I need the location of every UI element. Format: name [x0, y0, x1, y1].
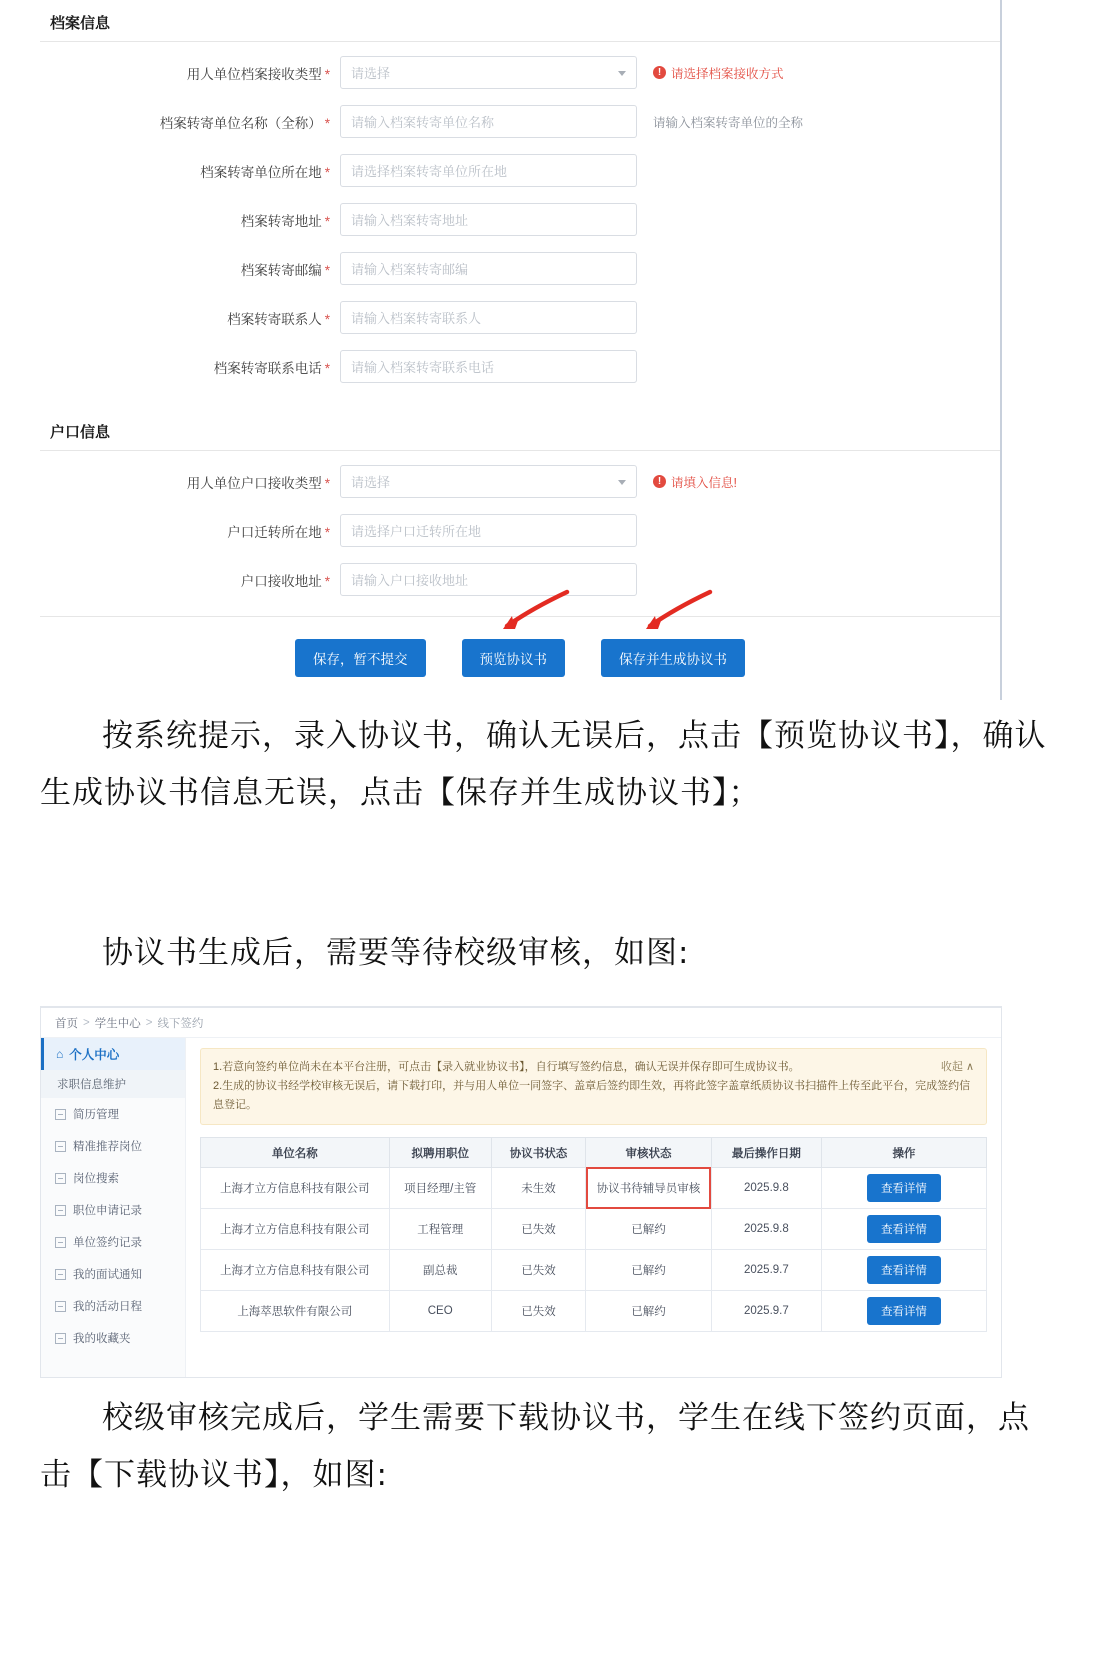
sidebar-item-label: 我的活动日程: [73, 1301, 142, 1313]
list-icon: [55, 1141, 66, 1152]
form-row: [40, 195, 1000, 244]
form-screenshot: [40, 0, 1002, 700]
placeholder-text: 请输入户口接收地址: [351, 573, 469, 588]
notice-line-2: 2.生成的协议书经学校审核无误后，请下载打印，并与用人单位一同签字、盖章后签约即生效，再将此签字盖章纸质协议书扫描件上传至此平台，完成签约信息登记。: [213, 1080, 971, 1111]
form-button-bar: [40, 616, 1000, 677]
save-and-generate-agreement-button[interactable]: 保存并生成协议书: [601, 639, 745, 677]
required-mark: *: [324, 524, 330, 540]
breadcrumb-item-offline-signing: 线下签约: [157, 1017, 204, 1030]
sidebar-item-personal-center[interactable]: [41, 1038, 185, 1070]
preview-agreement-button[interactable]: 预览协议书: [462, 639, 566, 677]
col-agreement-status: 协议书状态: [491, 1138, 585, 1168]
cell-action: [821, 1209, 986, 1250]
placeholder-text: 请选择: [351, 66, 391, 81]
view-detail-button[interactable]: 查看详情: [867, 1174, 941, 1202]
label-text: 档案转寄联系电话: [213, 360, 322, 376]
list-icon: [55, 1301, 66, 1312]
page-body: [41, 1038, 1001, 1378]
section-title-hukou: 户口信息: [50, 424, 111, 441]
error-icon: !: [653, 475, 666, 488]
archive-phone-input[interactable]: [340, 350, 637, 383]
required-mark: *: [324, 475, 330, 491]
form-row: [40, 342, 1000, 391]
label-text: 档案转寄联系人: [227, 311, 322, 327]
label-text: 档案转寄地址: [240, 213, 322, 229]
cell-action: [821, 1291, 986, 1332]
error-message: [653, 64, 784, 82]
signing-records-table: [200, 1137, 987, 1332]
required-mark: *: [324, 164, 330, 180]
cell-position: CEO: [389, 1291, 491, 1332]
divider: [40, 450, 1000, 451]
field-hint: 请输入档案转寄单位的全称: [653, 115, 804, 130]
breadcrumb-separator: >: [145, 1016, 153, 1029]
col-audit-status: 审核状态: [586, 1138, 712, 1168]
sidebar-subheader-job-info[interactable]: [41, 1070, 185, 1098]
cell-company: 上海才立方信息科技有限公司: [201, 1250, 390, 1291]
sidebar-item-label: 个人中心: [69, 1048, 120, 1062]
sidebar-item-label: 精准推荐岗位: [73, 1141, 142, 1153]
error-icon: !: [653, 66, 666, 79]
required-mark: *: [324, 115, 330, 131]
list-icon: [55, 1237, 66, 1248]
cell-position: 副总裁: [389, 1250, 491, 1291]
sidebar-item-label: 职位申请记录: [73, 1205, 142, 1217]
list-icon: [55, 1205, 66, 1216]
audit-status-text: 协议书待辅导员审核: [596, 1183, 701, 1195]
paragraph-one: [40, 708, 1060, 822]
sidebar-item-recommended-jobs[interactable]: [41, 1130, 185, 1162]
sidebar-item-label: 单位签约记录: [73, 1237, 142, 1249]
main-content: [186, 1038, 1001, 1378]
form-row: [40, 293, 1000, 342]
field-label: [40, 357, 340, 377]
sidebar-item-application-records[interactable]: [41, 1194, 185, 1226]
cell-company: 上海萃思软件有限公司: [201, 1291, 390, 1332]
archive-receive-type-select[interactable]: [340, 56, 637, 89]
breadcrumb-separator: >: [83, 1016, 90, 1029]
breadcrumb-item-home[interactable]: 首页: [55, 1017, 78, 1030]
sidebar-item-signing-records[interactable]: [41, 1226, 185, 1258]
save-draft-button[interactable]: 保存，暂不提交: [295, 639, 426, 677]
form-row: [40, 244, 1000, 293]
field-label: [40, 63, 340, 83]
required-mark: *: [324, 262, 330, 278]
home-icon: ⌂: [56, 1047, 64, 1061]
placeholder-text: 请选择档案转寄单位所在地: [351, 164, 508, 179]
cell-position: 工程管理: [389, 1209, 491, 1250]
cell-agreement-status: 已失效: [491, 1209, 585, 1250]
col-actions: 操作: [821, 1138, 986, 1168]
required-mark: *: [324, 213, 330, 229]
list-icon: [55, 1109, 66, 1120]
label-text: 档案转寄单位名称（全称）: [159, 115, 322, 131]
archive-unit-location-input[interactable]: [340, 154, 637, 187]
hukou-location-input[interactable]: [340, 514, 637, 547]
hukou-receive-type-select[interactable]: [340, 465, 637, 498]
paragraph-three: [40, 1390, 1060, 1504]
placeholder-text: 请输入档案转寄邮编: [351, 262, 469, 277]
signing-list-screenshot: [40, 1006, 1002, 1378]
cell-action: [821, 1168, 986, 1209]
required-mark: *: [324, 311, 330, 327]
form-row: [40, 457, 1000, 506]
cell-audit-status: 已解约: [586, 1209, 712, 1250]
required-mark: *: [324, 66, 330, 82]
cell-date: 2025.9.8: [711, 1168, 821, 1209]
hukou-address-input[interactable]: [340, 563, 637, 596]
section-title-archive: 档案信息: [50, 15, 111, 32]
label-text: 档案转寄邮编: [240, 262, 322, 278]
field-label: [40, 308, 340, 328]
label-text: 用人单位档案接收类型: [186, 66, 322, 82]
view-detail-button[interactable]: 查看详情: [867, 1297, 941, 1325]
sidebar-item-label: 岗位搜索: [73, 1173, 119, 1185]
field-label: [40, 570, 340, 590]
paragraph-text: 按系统提示，录入协议书，确认无误后，点击【预览协议书】，确认生成协议书信息无误，点击【保存并生成协议书】；: [40, 718, 1047, 811]
label-text: 档案转寄单位所在地: [200, 164, 322, 180]
table-row: [201, 1250, 987, 1291]
sidebar-item-job-search[interactable]: [41, 1162, 185, 1194]
form-row: [40, 555, 1000, 604]
form-row: [40, 48, 1000, 97]
placeholder-text: 请选择户口迁转所在地: [351, 524, 482, 539]
error-text: 请填入信息!: [671, 475, 737, 490]
placeholder-text: 请输入档案转寄联系人: [351, 311, 482, 326]
archive-address-input[interactable]: [340, 203, 637, 236]
archive-contact-input[interactable]: [340, 301, 637, 334]
archive-postcode-input[interactable]: [340, 252, 637, 285]
placeholder-text: 请输入档案转寄单位名称: [351, 115, 495, 130]
sidebar-item-label: 我的面试通知: [73, 1269, 142, 1281]
label-text: 用人单位户口接收类型: [186, 475, 322, 491]
form-row: [40, 506, 1000, 555]
notice-line-1: 1.若意向签约单位尚未在本平台注册，可点击【录入就业协议书】，自行填写签约信息，确认无误并保存即可生成协议书。: [213, 1061, 800, 1073]
error-text: 请选择档案接收方式: [671, 66, 784, 81]
field-label: [40, 472, 340, 492]
cell-audit-status: 已解约: [586, 1250, 712, 1291]
cell-date: 2025.9.7: [711, 1291, 821, 1332]
list-icon: [55, 1269, 66, 1280]
table-header-row: [201, 1138, 987, 1168]
cell-agreement-status: 未生效: [491, 1168, 585, 1209]
sidebar-item-activity-schedule[interactable]: [41, 1290, 185, 1322]
sidebar-item-label: 简历管理: [73, 1109, 119, 1121]
cell-date: 2025.9.7: [711, 1250, 821, 1291]
sidebar-item-label: 求职信息维护: [57, 1079, 126, 1091]
field-label: [40, 521, 340, 541]
placeholder-text: 请输入档案转寄地址: [351, 213, 469, 228]
breadcrumb: [41, 1008, 1001, 1038]
sidebar-item-resume[interactable]: [41, 1098, 185, 1130]
field-label: [40, 161, 340, 181]
collapse-toggle[interactable]: 收起 ∧: [940, 1061, 974, 1073]
form-row: [40, 146, 1000, 195]
col-position: 拟聘用职位: [389, 1138, 491, 1168]
field-label: [40, 259, 340, 279]
breadcrumb-item-student-center[interactable]: 学生中心: [94, 1017, 141, 1030]
required-mark: *: [324, 573, 330, 589]
paragraph-text: 协议书生成后，需要等待校级审核，如图:: [102, 935, 690, 971]
cell-audit-status: 已解约: [586, 1291, 712, 1332]
required-mark: *: [324, 360, 330, 376]
sidebar: [41, 1038, 186, 1378]
label-text: 户口接收地址: [240, 573, 322, 589]
list-icon: [55, 1333, 66, 1344]
label-text: 户口迁转所在地: [227, 524, 322, 540]
placeholder-text: 请选择: [351, 475, 391, 490]
paragraph-text: 校级审核完成后，学生需要下载协议书，学生在线下签约页面，点击【下载协议书】，如图:: [40, 1400, 1030, 1493]
list-icon: [55, 1173, 66, 1184]
col-company: 单位名称: [201, 1138, 390, 1168]
cell-agreement-status: 已失效: [491, 1250, 585, 1291]
cell-date: 2025.9.8: [711, 1209, 821, 1250]
field-label: [40, 112, 340, 132]
table-row: [201, 1209, 987, 1250]
divider: [40, 41, 1000, 42]
cell-position: 项目经理/主管: [389, 1168, 491, 1209]
view-detail-button[interactable]: 查看详情: [867, 1215, 941, 1243]
field-label: [40, 210, 340, 230]
error-message: [653, 473, 737, 491]
paragraph-two: [40, 925, 1060, 982]
form-row: [40, 97, 1000, 146]
cell-company: 上海才立方信息科技有限公司: [201, 1209, 390, 1250]
sidebar-item-label: 我的收藏夹: [73, 1333, 131, 1345]
table-row: [201, 1291, 987, 1332]
view-detail-button[interactable]: 查看详情: [867, 1256, 941, 1284]
cell-company: 上海才立方信息科技有限公司: [201, 1168, 390, 1209]
cell-agreement-status: 已失效: [491, 1291, 585, 1332]
placeholder-text: 请输入档案转寄联系电话: [351, 360, 495, 375]
sidebar-item-favorites[interactable]: [41, 1322, 185, 1354]
col-last-date: 最后操作日期: [711, 1138, 821, 1168]
sidebar-item-interview-notices[interactable]: [41, 1258, 185, 1290]
notice-panel: [200, 1048, 987, 1125]
table-row: [201, 1168, 987, 1209]
cell-action: [821, 1250, 986, 1291]
archive-unit-name-input[interactable]: [340, 105, 637, 138]
cell-audit-status: [586, 1168, 712, 1209]
